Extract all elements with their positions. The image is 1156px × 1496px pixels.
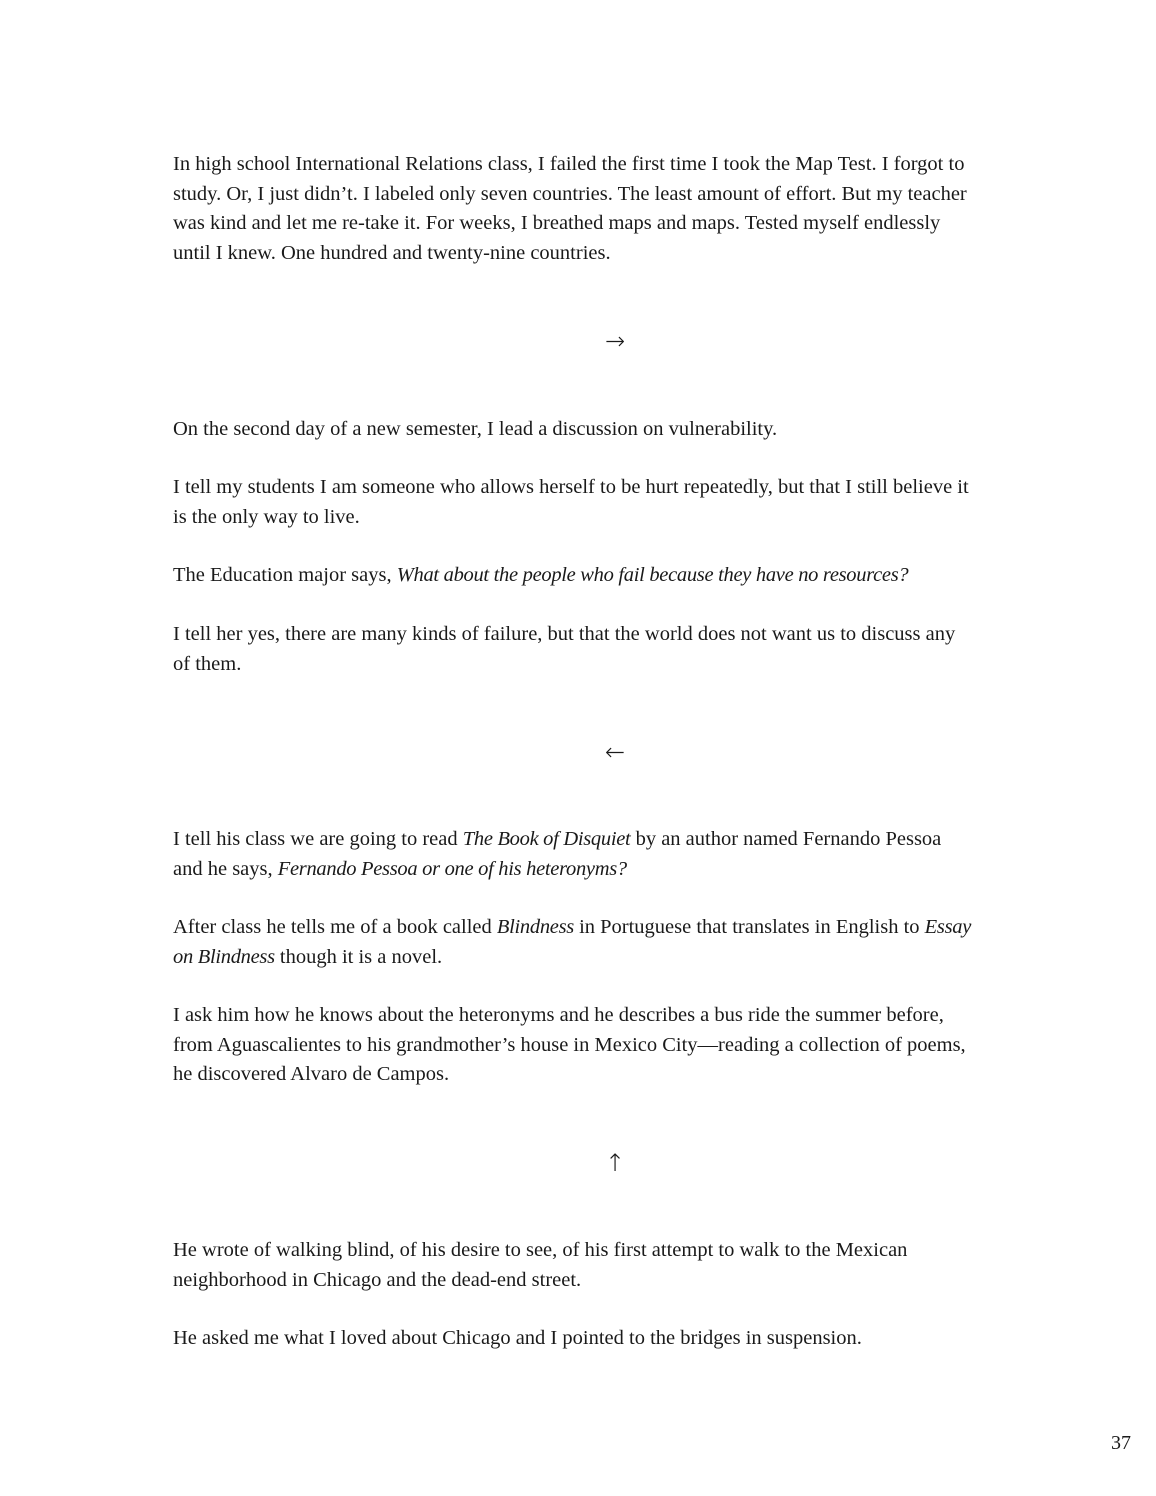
paragraph-after-class <box>173 913 973 972</box>
his-class-quote: Fernando Pessoa or one of his heteronyms? <box>277 857 627 880</box>
paragraph-tell-students: I tell my students I am someone who allows herself to be hurt repeatedly, but that I still believe it is the only way to live. <box>173 476 969 528</box>
paragraph-education-major <box>173 561 973 591</box>
paragraph-second-day: On the second day of a new semester, I lead a discussion on vulnerability. <box>173 418 778 440</box>
paragraph-tell-her: I tell her yes, there are many kinds of failure, but that the world does not want us to discuss any of them. <box>173 623 956 675</box>
his-class-part2: by an author named Fernando Pessoa and he says, <box>173 828 942 880</box>
paragraph-his-class <box>173 825 973 884</box>
book-title: The Book of Disquiet <box>462 828 631 850</box>
paragraph-bridges: He asked me what I loved about Chicago and I pointed to the bridges in suspension. <box>173 1327 862 1349</box>
education-major-quote: What about the people who fail because they have no resources? <box>396 564 909 586</box>
right-arrow-divider: → <box>604 327 626 355</box>
essay-on-blindness-title: Essay on Blindness <box>173 916 971 968</box>
left-arrow-divider: ← <box>604 738 626 766</box>
up-arrow-divider: ↑ <box>604 1149 626 1177</box>
after-class-part3: though it is a novel. <box>274 945 443 968</box>
his-class-part1: I tell his class we are going to read <box>173 828 463 850</box>
paragraph-walking-blind: He wrote of walking blind, of his desire to see, of his first attempt to walk to the Mexican neighborhood in Chicago and the dead-end street. <box>173 1239 908 1291</box>
paragraph-heteronyms: I ask him how he knows about the heteronyms and he describes a bus ride the summer before, from Aguascalientes to his grandmother’s house in Mexico City—reading a collection of poems, he discovered Alvaro de Campos. <box>173 1004 966 1085</box>
blindness-title: Blindness <box>496 916 574 938</box>
after-class-part1: After class he tells me of a book called <box>173 916 497 938</box>
after-class-part2: in Portuguese that translates in English to <box>573 916 925 938</box>
paragraph-map-test: In high school International Relations class, I failed the first time I took the Map Test. I forgot to study. Or, I just didn’t. I labeled only seven countries. The least amount of effort. But my teacher was kind and let me re-take it. For weeks, I breathed maps and maps. Tested myself endlessly until I knew. One hundred and twenty-nine countries. <box>173 153 967 264</box>
education-major-prefix: The Education major says, <box>173 564 397 586</box>
page-number: 37 <box>1111 1432 1131 1454</box>
